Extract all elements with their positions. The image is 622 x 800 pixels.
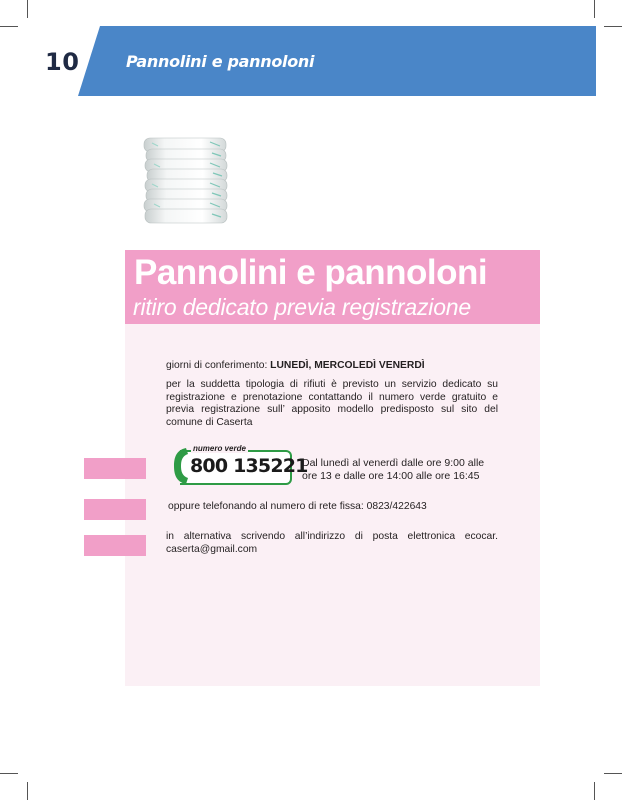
card-subtitle: ritiro dedicato previa registrazione xyxy=(133,294,471,320)
collection-days-value: LUNEDÌ, MERCOLEDÌ VENERDÌ xyxy=(270,360,425,371)
collection-days xyxy=(166,360,498,373)
crop-mark xyxy=(0,26,18,27)
email-info: in alternativa scrivendo all’indirizzo di posta elettronica ecocar. caserta@gmail.com xyxy=(166,531,498,555)
crop-mark xyxy=(0,773,18,774)
diaper-stack-image xyxy=(140,130,235,232)
page-number: 10 xyxy=(45,48,80,76)
crop-mark xyxy=(604,26,622,27)
crop-mark xyxy=(604,773,622,774)
crop-mark xyxy=(27,782,28,800)
opening-hours: Dal lunedì al venerdì dalle ore 9:00 alle ore 13 e dalle ore 14:00 alle ore 16:45 xyxy=(302,457,485,482)
crop-mark xyxy=(594,782,595,800)
crop-mark xyxy=(594,0,595,18)
section-title: Pannolini e pannoloni xyxy=(126,52,315,71)
side-bar-landline xyxy=(84,499,146,520)
toll-free-number[interactable]: 800 135221 xyxy=(190,455,308,477)
toll-free-badge xyxy=(172,442,308,486)
service-info: per la suddetta tipologia di rifiuti è previsto un servizio dedicato su registrazione e prenotazione contattando il numero verde gratuito e previa registrazione sull’ apposito modello predisposto sul sito del comune di Caserta xyxy=(166,379,498,428)
landline-info: oppure telefonando al numero di rete fissa: 0823/422643 xyxy=(168,501,427,512)
crop-mark xyxy=(27,0,28,18)
side-bar-email xyxy=(84,535,146,556)
card-title: Pannolini e pannoloni xyxy=(134,253,488,292)
side-bar-phone xyxy=(84,458,146,479)
collection-days-label: giorni di conferimento: xyxy=(166,360,271,371)
toll-free-label: numero verde xyxy=(193,444,246,453)
phone-handset-icon xyxy=(172,444,192,488)
